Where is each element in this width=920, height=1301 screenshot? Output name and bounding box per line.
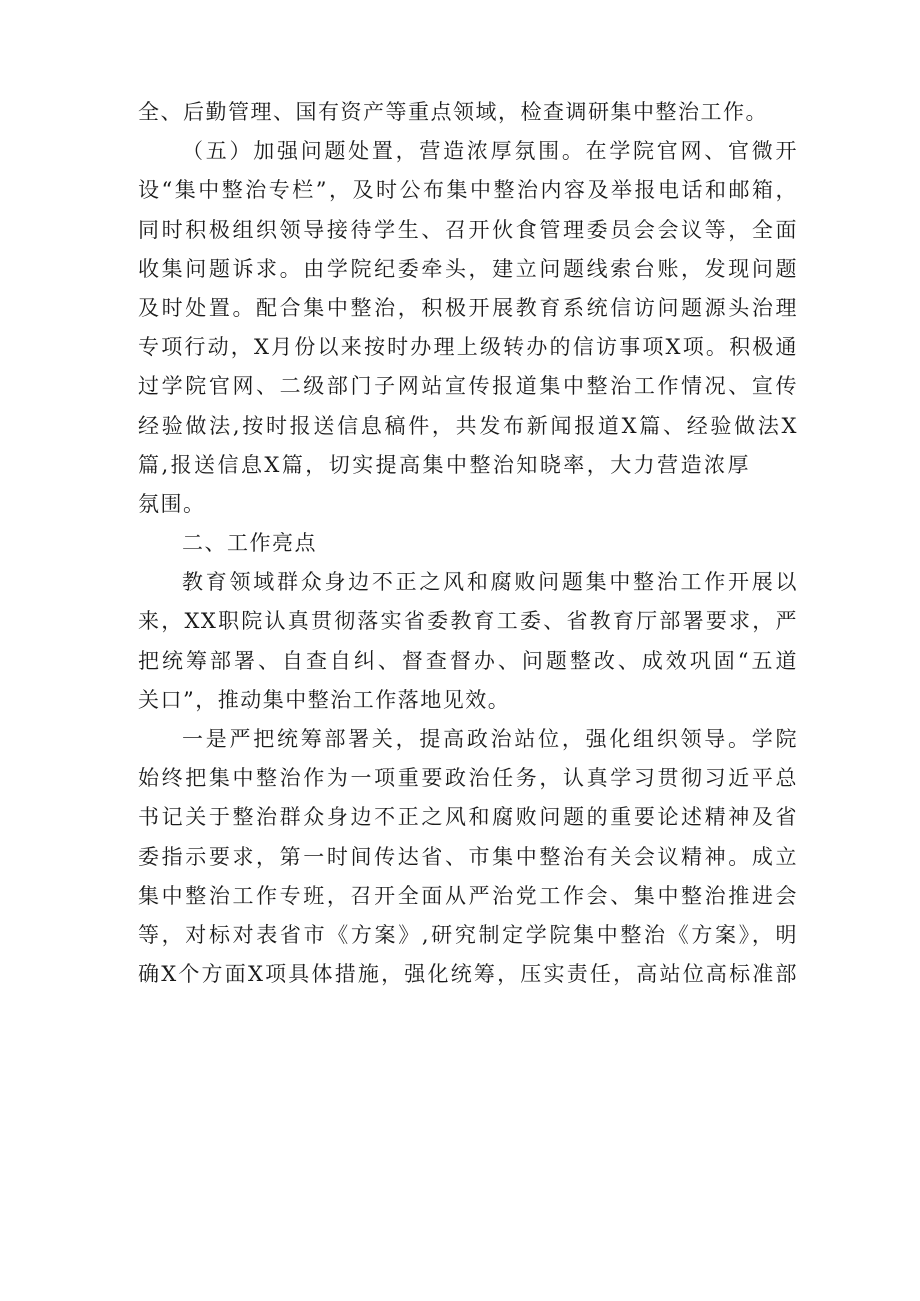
- paragraph-line: 专项行动，X月份以来按时办理上级转办的信访事项X项。积极通: [138, 335, 798, 360]
- paragraph-line: 氛围。: [138, 491, 206, 516]
- paragraph-line: 委指示要求，第一时间传达省、市集中整治有关会议精神。成立: [138, 844, 798, 869]
- paragraph-line: 来，XX职院认真贯彻落实省委教育工委、省教育厅部署要求，严: [138, 609, 798, 634]
- paragraph-line: 过学院官网、二级部门子网站宣传报道集中整治工作情况、宣传: [138, 374, 798, 399]
- section-heading: 二、工作亮点: [182, 531, 317, 556]
- paragraph-line: （五）加强问题处置，营造浓厚氛围。在学院官网、官微开: [182, 139, 798, 164]
- paragraph-line: 同时积极组织领导接待学生、召开伙食管理委员会会议等，全面: [138, 217, 798, 242]
- paragraph-line: 集中整治工作专班，召开全面从严治党工作会、集中整治推进会: [138, 883, 798, 908]
- paragraph-line: 等，对标对表省市《方案》,研究制定学院集中整治《方案》，明: [138, 922, 798, 947]
- paragraph-line: 经验做法,按时报送信息稿件，共发布新闻报道X篇、经验做法X: [138, 413, 798, 438]
- paragraph-line: 及时处置。配合集中整治，积极开展教育系统信访问题源头治理: [138, 295, 798, 320]
- document-body: [138, 93, 798, 994]
- paragraph-line: 关口”，推动集中整治工作落地见效。: [138, 687, 511, 712]
- paragraph-line: 确X个方面X项具体措施，强化统筹，压实责任，高站位高标准部: [138, 962, 798, 987]
- paragraph-line: 一是严把统筹部署关，提高政治站位，强化组织领导。学院: [182, 727, 798, 751]
- paragraph-line: 设“集中整治专栏”，及时公布集中整治内容及举报电话和邮箱，: [138, 178, 798, 203]
- paragraph-line: 始终把集中整治作为一项重要政治任务，认真学习贯彻习近平总: [138, 766, 798, 791]
- paragraph-line: 书记关于整治群众身边不正之风和腐败问题的重要论述精神及省: [138, 805, 798, 830]
- paragraph-line: 全、后勤管理、国有资产等重点领域，检查调研集中整治工作。: [138, 100, 768, 124]
- paragraph-line: 教育领域群众身边不正之风和腐败问题集中整治工作开展以: [182, 570, 798, 595]
- paragraph-line: 把统筹部署、自查自纠、督查督办、问题整改、成效巩固“五道: [138, 648, 798, 673]
- paragraph-line: 篇,报送信息X篇，切实提高集中整治知晓率，大力营造浓厚: [138, 452, 750, 477]
- paragraph-line: 收集问题诉求。由学院纪委牵头，建立问题线索台账，发现问题: [138, 256, 798, 281]
